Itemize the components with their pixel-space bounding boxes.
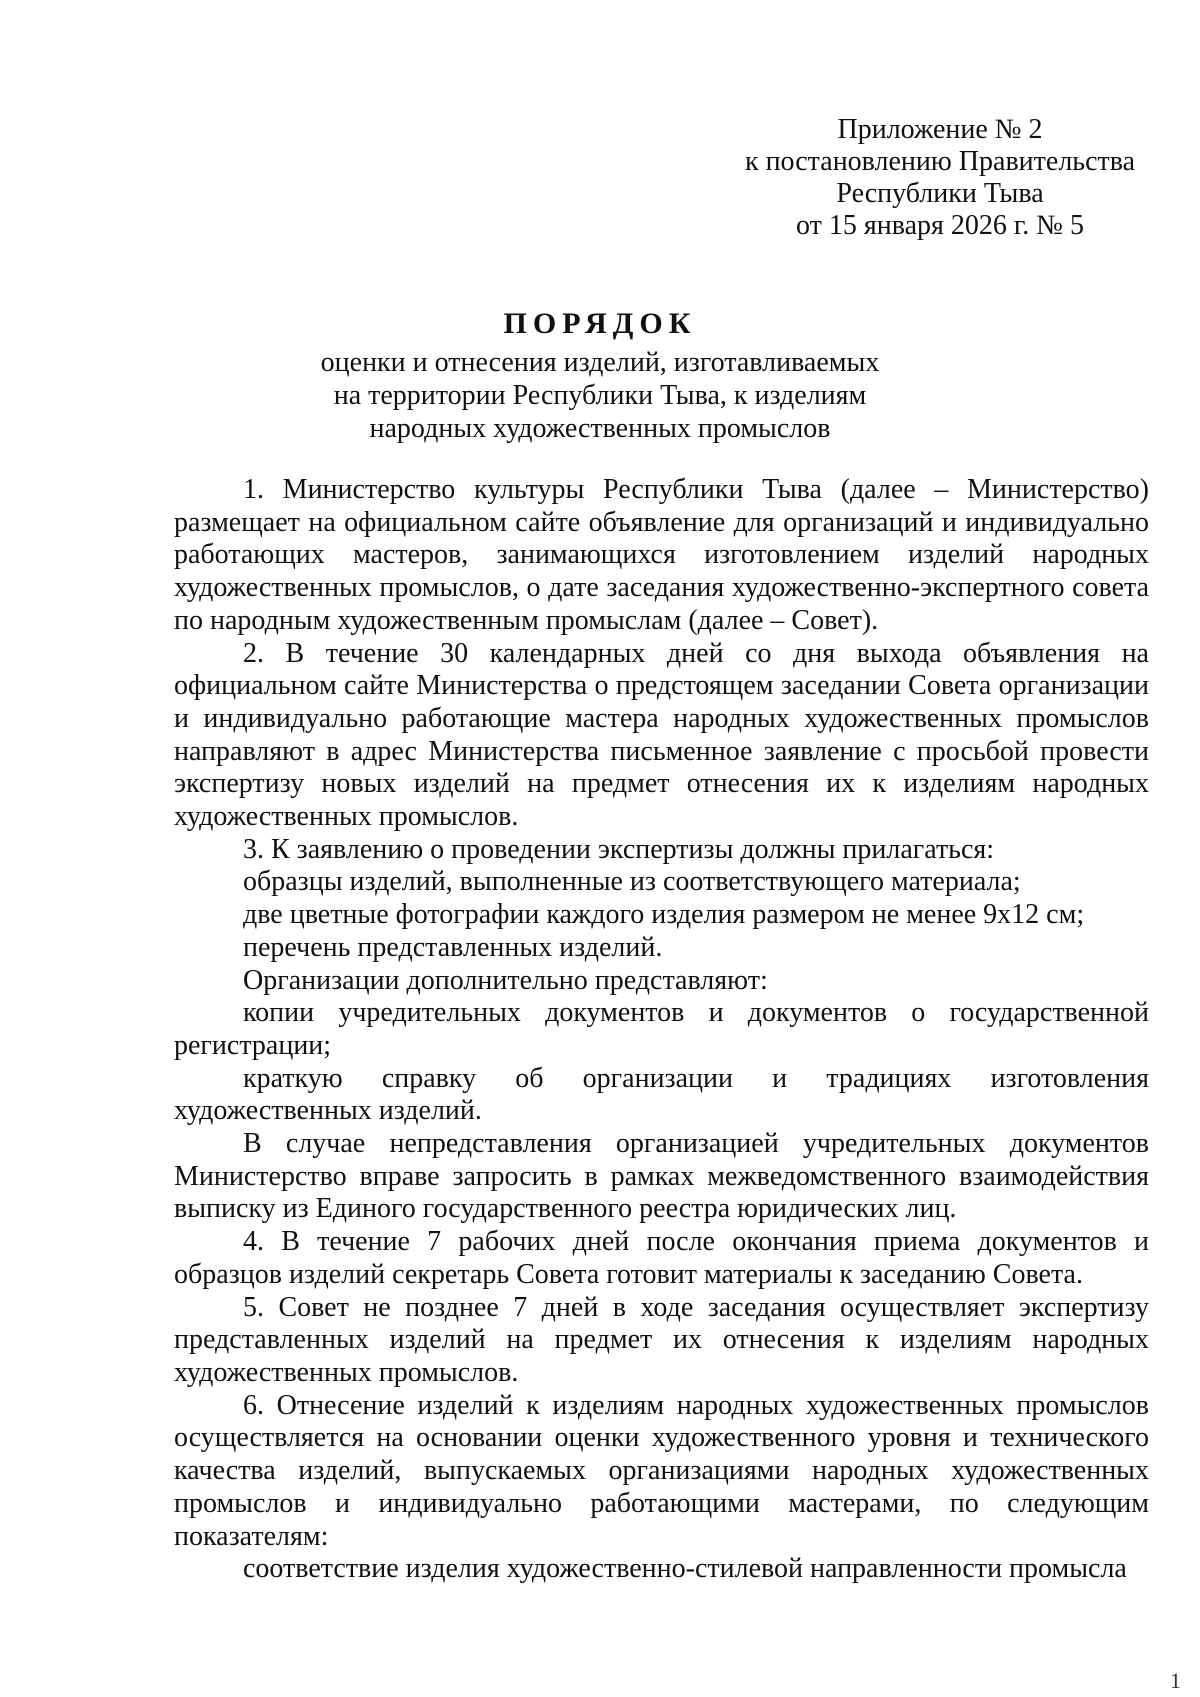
appendix-line: от 15 января 2026 г. № 5 [796, 210, 1084, 241]
appendix-line: Республики Тыва [836, 178, 1044, 209]
document-subtitle [200, 346, 1000, 445]
paragraph: две цветные фотографии каждого изделия размером не менее 9x12 см; [243, 899, 1085, 931]
document-body [174, 474, 1149, 1586]
paragraph: перечень представленных изделий. [243, 931, 663, 963]
document-title: ПОРЯДОК [503, 307, 697, 340]
paragraph: 3. К заявлению о проведении экспертизы должны прилагаться: [243, 833, 995, 865]
paragraph: 1. Министерство культуры Республики Тыва (далее – Министерство) размещает на официальном сайте объявление для организаций и индивидуально работающих мастеров, занимающихся изготовлением изделий народных художественных промыслов, о дате заседания художественно-экспертного совета по народным художественным промыслам (далее – Совет). [174, 474, 1149, 636]
paragraph: краткую справку об организации и традициях изготовления художественных изделий. [174, 1062, 1149, 1127]
subtitle-line: народных художественных промыслов [369, 413, 831, 444]
paragraph: 4. В течение 7 рабочих дней после окончания приема документов и образцов изделий секретарь Совета готовит материалы к заседанию Совета. [174, 1226, 1149, 1290]
paragraph: Организации дополнительно представляют: [243, 964, 768, 996]
paragraph: 5. Совет не позднее 7 дней в ходе заседания осуществляет экспертизу представленных изделий на предмет их отнесения к изделиям народных художественных промыслов. [174, 1291, 1149, 1388]
paragraph: копии учредительных документов и документов о государственной регистрации; [174, 997, 1149, 1061]
appendix-header [740, 114, 1140, 242]
page-number: 1 [1170, 1668, 1181, 1693]
paragraph: соответствие изделия художественно-стилевой направленности промысла [243, 1553, 1127, 1585]
subtitle-line: на территории Республики Тыва, к изделиям [333, 380, 867, 411]
appendix-line: Приложение № 2 [837, 114, 1043, 145]
subtitle-line: оценки и отнесения изделий, изготавливаемых [320, 347, 880, 378]
paragraph: В случае непредставления организацией учредительных документов Министерство вправе запросить в рамках межведомственного взаимодействия выписку из Единого государственного реестра юридических лиц. [174, 1128, 1149, 1225]
paragraph: 6. Отнесение изделий к изделиям народных художественных промыслов осуществляется на основании оценки художественного уровня и технического качества изделий, выпускаемых организациями народных художественных промыслов и индивидуально работающими мастерами, по следующим показателям: [174, 1389, 1149, 1552]
paragraph: 2. В течение 30 календарных дней со дня выхода объявления на официальном сайте Министерства о предстоящем заседании Совета организации и индивидуально работающие мастера народных художественных промыслов направляют в адрес Министерства письменное заявление с просьбой провести экспертизу новых изделий на предмет отнесения их к изделиям народных художественных промыслов. [174, 637, 1149, 833]
paragraph: образцы изделий, выполненные из соответствующего материала; [243, 866, 1021, 898]
appendix-line: к постановлению Правительства [744, 146, 1136, 177]
